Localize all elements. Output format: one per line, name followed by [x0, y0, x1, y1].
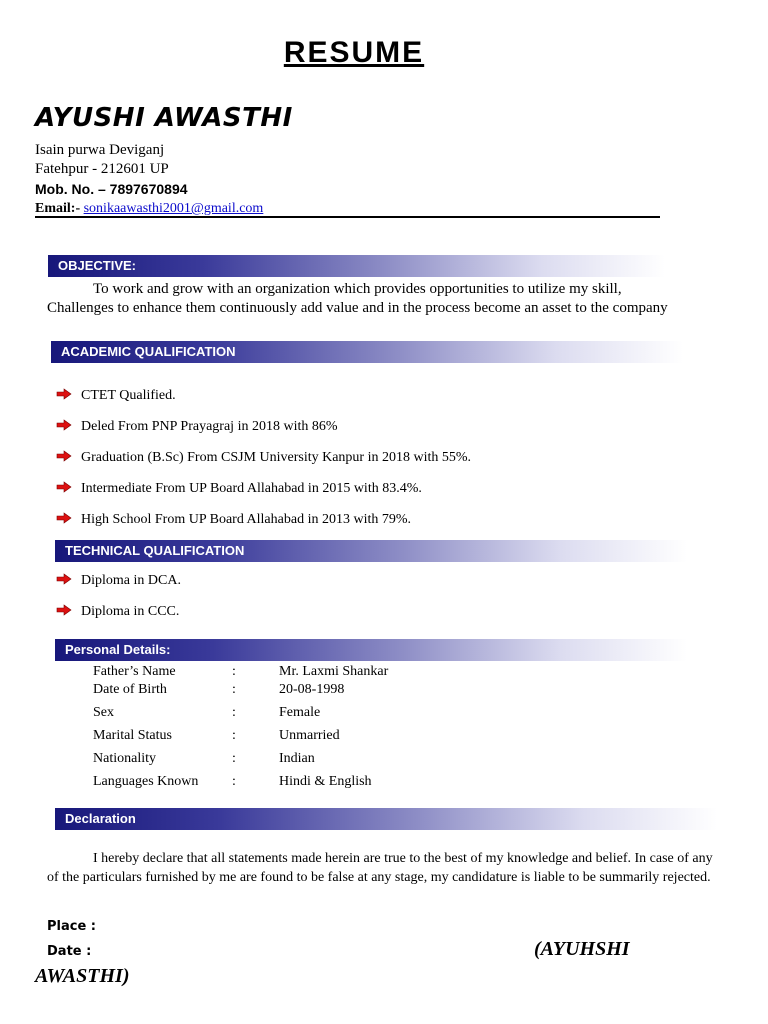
declaration-line-2: of the particulars furnished by me are found to be false at any stage, my candidature is liable to be summarily rejected.	[47, 870, 711, 885]
academic-item	[56, 479, 422, 499]
personal-detail-row	[0, 705, 768, 723]
personal-detail-value: Indian	[279, 751, 315, 766]
technical-item	[56, 602, 179, 622]
personal-detail-row	[0, 751, 768, 769]
candidate-name: AYUSHI AWASTHI	[35, 103, 293, 133]
date-label: Date :	[47, 944, 92, 959]
personal-detail-separator: :	[232, 705, 236, 720]
personal-detail-label: Sex	[93, 705, 114, 720]
academic-item	[56, 417, 338, 437]
personal-detail-value: Female	[279, 705, 321, 720]
arrow-bullet-icon	[56, 419, 72, 431]
arrow-bullet-icon	[56, 481, 72, 493]
objective-line-2: Challenges to enhance them continuously add value and in the process become an asset to the company	[47, 300, 668, 316]
email-link[interactable]: sonikaawasthi2001@gmail.com	[83, 201, 264, 216]
declaration-heading: Declaration	[55, 808, 717, 830]
personal-detail-label: Father’s Name	[93, 664, 176, 679]
address-line-2: Fatehpur - 212601 UP	[35, 161, 169, 177]
academic-heading: ACADEMIC QUALIFICATION	[51, 341, 683, 363]
place-label: Place :	[47, 919, 97, 934]
academic-item-text: Graduation (B.Sc) From CSJM University Kanpur in 2018 with 55%.	[81, 450, 472, 465]
document-title: RESUME	[283, 36, 425, 69]
academic-item	[56, 386, 176, 406]
personal-detail-separator: :	[232, 682, 236, 697]
objective-line-1: To work and grow with an organization which provides opportunities to utilize my skill,	[93, 281, 622, 297]
personal-detail-row	[0, 728, 768, 746]
arrow-bullet-icon	[56, 604, 72, 616]
personal-detail-row	[0, 664, 768, 682]
declaration-line-1: I hereby declare that all statements made herein are true to the best of my knowledge and belief. In case of any	[93, 851, 713, 866]
arrow-bullet-icon	[56, 450, 72, 462]
academic-item	[56, 510, 411, 530]
technical-item	[56, 571, 181, 591]
personal-detail-row	[0, 774, 768, 792]
personal-detail-value: Mr. Laxmi Shankar	[279, 664, 389, 679]
arrow-bullet-icon	[56, 512, 72, 524]
personal-detail-separator: :	[232, 728, 236, 743]
personal-detail-value: Unmarried	[279, 728, 340, 743]
personal-detail-label: Marital Status	[93, 728, 172, 743]
arrow-bullet-icon	[56, 573, 72, 585]
personal-detail-label: Date of Birth	[93, 682, 167, 697]
personal-heading: Personal Details:	[55, 639, 687, 661]
personal-detail-row	[0, 682, 768, 700]
academic-item-text: Intermediate From UP Board Allahabad in 2015 with 83.4%.	[81, 481, 422, 496]
objective-heading: OBJECTIVE:	[48, 255, 665, 277]
academic-item-text: High School From UP Board Allahabad in 2013 with 79%.	[81, 512, 412, 527]
personal-detail-separator: :	[232, 751, 236, 766]
academic-item	[56, 448, 471, 468]
mobile-number: Mob. No. – 7897670894	[35, 181, 188, 197]
technical-item-text: Diploma in DCA.	[81, 573, 181, 588]
address-line-1: Isain purwa Deviganj	[35, 142, 165, 158]
personal-detail-value: Hindi & English	[279, 774, 372, 789]
technical-item-text: Diploma in CCC.	[81, 604, 180, 619]
email-label: Email:-	[35, 201, 84, 216]
personal-detail-value: 20-08-1998	[279, 682, 345, 697]
academic-item-text: Deled From PNP Prayagraj in 2018 with 86%	[81, 419, 338, 434]
personal-detail-label: Nationality	[93, 751, 156, 766]
arrow-bullet-icon	[56, 388, 72, 400]
signature-line-2: AWASTHI)	[35, 965, 130, 987]
personal-detail-label: Languages Known	[93, 774, 199, 789]
personal-detail-separator: :	[232, 774, 236, 789]
academic-item-text: CTET Qualified.	[81, 388, 176, 403]
signature-line-1: (AYUHSHI	[534, 938, 630, 960]
header-divider	[35, 216, 660, 218]
personal-detail-separator: :	[232, 664, 236, 679]
technical-heading: TECHNICAL QUALIFICATION	[55, 540, 687, 562]
